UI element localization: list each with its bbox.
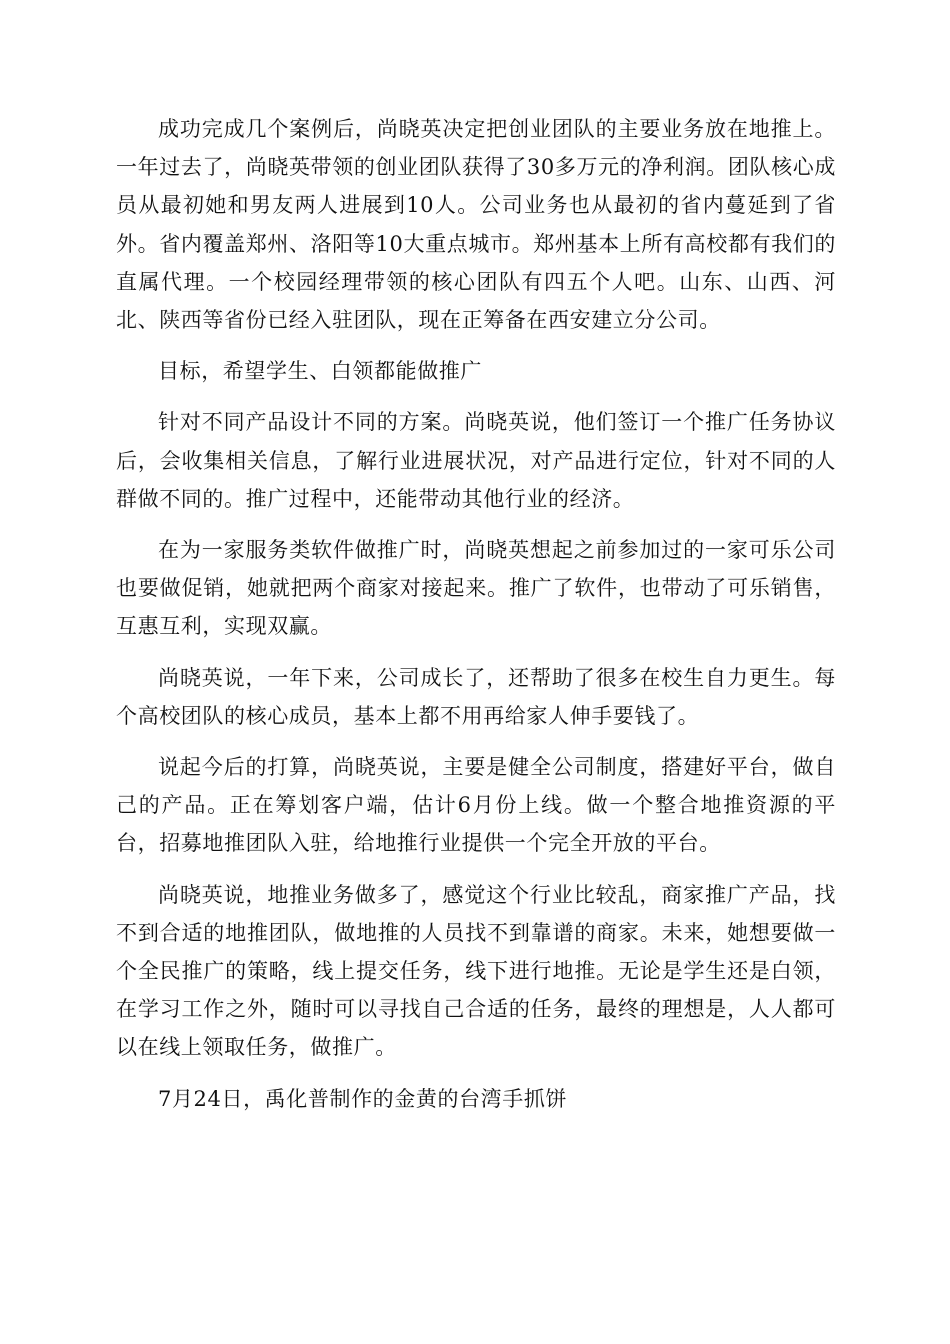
paragraph-6: 尚晓英说，地推业务做多了，感觉这个行业比较乱，商家推广产品，找不到合适的地推团队，做地推的人员找不到靠谱的商家。未来，她想要做一个全民推广的策略，线上提交任务，线下进行地推。无论是学生还是白领，在学习工作之外，随时可以寻找自己合适的任务，最终的理想是，人人都可以在线上领取任务，做推广。: [116, 882, 836, 1060]
paragraph-3: 在为一家服务类软件做推广时，尚晓英想起之前参加过的一家可乐公司也要做促销，她就把两个商家对接起来。推广了软件，也带动了可乐销售，互惠互利，实现双赢。: [116, 538, 836, 639]
paragraph-5: 说起今后的打算，尚晓英说，主要是健全公司制度，搭建好平台，做自己的产品。正在筹划客户端，估计6月份上线。做一个整合地推资源的平台，招募地推团队入驻，给地推行业提供一个完全开放的平台。: [116, 755, 836, 856]
photo-caption: 7月24日，禹化普制作的金黄的台湾手抓饼: [158, 1086, 568, 1111]
paragraph-1: 成功完成几个案例后，尚晓英决定把创业团队的主要业务放在地推上。一年过去了，尚晓英带领的创业团队获得了30多万元的净利润。团队核心成员从最初她和男友两人进展到10人。公司业务也从最初的省内蔓延到了省外。省内覆盖郑州、洛阳等10大重点城市。郑州基本上所有高校都有我们的直属代理。一个校园经理带领的核心团队有四五个人吧。山东、山西、河北、陕西等省份已经入驻团队，现在正筹备在西安建立分公司。: [116, 117, 836, 333]
document-body: [116, 110, 836, 1131]
paragraph-2: 针对不同产品设计不同的方案。尚晓英说，他们签订一个推广任务协议后，会收集相关信息，了解行业进展状况，对产品进行定位，针对不同的人群做不同的。推广过程中，还能带动其他行业的经济。: [116, 410, 836, 511]
paragraph-4: 尚晓英说，一年下来，公司成长了，还帮助了很多在校生自力更生。每个高校团队的核心成员，基本上都不用再给家人伸手要钱了。: [116, 665, 836, 728]
section-heading: 目标，希望学生、白领都能做推广: [158, 359, 482, 384]
